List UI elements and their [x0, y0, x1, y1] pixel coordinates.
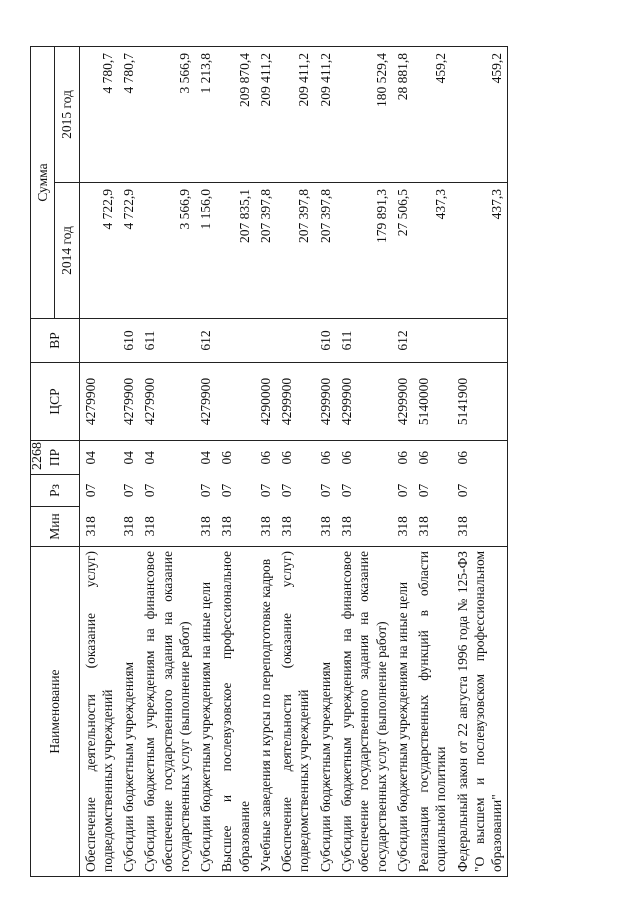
row-rz: 07 [121, 483, 137, 498]
row-sum-2015: 459,2 [413, 46, 452, 182]
table-row [195, 46, 216, 876]
row-sum-2015: 28 881,8 [392, 46, 413, 182]
row-min: 318 [315, 507, 336, 547]
row-min: 318 [452, 507, 508, 547]
row-pr: 06 [452, 441, 508, 475]
table-row [336, 46, 392, 876]
row-sum-2014: 4 722,9 [118, 183, 139, 319]
row-csr: 4279900 [79, 363, 118, 441]
row-rz: 07 [338, 483, 354, 498]
row-vr [216, 319, 255, 363]
row-csr: 4279900 [195, 363, 216, 441]
row-rz: 07 [82, 483, 98, 498]
row-pr: 06 [338, 451, 354, 465]
row-rz: 07 [257, 483, 273, 498]
table-row [315, 46, 336, 876]
header-csr: ЦСР [31, 363, 80, 441]
row-sum-2014: 437,3 [452, 183, 508, 319]
row-rz: 07 [452, 475, 508, 507]
row-sum-2014: 207 397,8 [276, 183, 315, 319]
table-row [452, 46, 508, 876]
row-csr: 4299900 [315, 363, 336, 441]
header-rz: Рз [31, 475, 80, 507]
table-body [79, 46, 508, 876]
row-min: 318 [413, 507, 452, 547]
row-min: 318 [216, 507, 255, 547]
table-row [392, 46, 413, 876]
row-csr: 4299900 [276, 363, 315, 441]
row-vr [276, 319, 315, 363]
page-number: 2268 [30, 442, 45, 470]
table-row [255, 46, 276, 876]
header-sum: Сумма [31, 46, 55, 318]
row-vr [413, 319, 452, 363]
row-csr: 4279900 [118, 363, 139, 441]
row-pr: 06 [416, 451, 432, 465]
row-sum-2015: 4 780,7 [79, 46, 118, 182]
row-vr: 612 [392, 319, 413, 363]
row-csr: 4279900 [139, 363, 195, 441]
row-min: 318 [276, 507, 315, 547]
table-row [276, 46, 315, 876]
row-vr [452, 319, 508, 363]
row-pr: 06 [257, 451, 273, 465]
row-vr: 610 [315, 319, 336, 363]
row-sum-2014: 207 835,1 [216, 183, 255, 319]
table-row [118, 46, 139, 876]
row-sum-2014: 437,3 [413, 183, 452, 319]
row-vr: 611 [139, 319, 195, 363]
row-name: Субсидии бюджетным учреждениям на финансовое обеспечение государственного задания на оказание государственных услуг (выполнение работ) [336, 547, 392, 877]
row-pr: 06 [394, 451, 410, 465]
row-vr [79, 319, 118, 363]
row-min: 318 [195, 507, 216, 547]
row-name: Субсидии бюджетным учреждениям на иные цели [392, 547, 413, 877]
header-2015: 2015 год [55, 46, 79, 182]
row-name: Реализация государственных функций в области социальной политики [413, 547, 452, 877]
row-sum-2015: 4 780,7 [118, 46, 139, 182]
row-sum-2015: 3 566,9 [139, 46, 195, 182]
row-pr: 06 [219, 451, 235, 465]
row-pr: 06 [317, 451, 333, 465]
row-min: 318 [255, 507, 276, 547]
row-pr: 06 [279, 451, 295, 465]
row-vr: 612 [195, 319, 216, 363]
row-csr [216, 363, 255, 441]
header-2014: 2014 год [55, 183, 79, 319]
table-row [139, 46, 195, 876]
header-pr: ПР [31, 441, 80, 475]
row-name: Федеральный закон от 22 августа 1996 года № 125-ФЗ "О высшем и послевузовском профессиональном образовании" [452, 547, 508, 877]
row-sum-2014: 4 722,9 [79, 183, 118, 319]
row-name: Субсидии бюджетным учреждениям [118, 547, 139, 877]
row-sum-2015: 1 213,8 [195, 46, 216, 182]
row-name: Учебные заведения и курсы по переподготовке кадров [255, 547, 276, 877]
row-rz: 07 [416, 483, 432, 498]
row-min: 318 [118, 507, 139, 547]
row-csr: 4290000 [255, 363, 276, 441]
row-name: Субсидии бюджетным учреждениям [315, 547, 336, 877]
row-sum-2015: 180 529,4 [336, 46, 392, 182]
row-min: 318 [336, 507, 392, 547]
table-row [79, 46, 118, 876]
row-sum-2015: 209 411,2 [315, 46, 336, 182]
row-name: Субсидии бюджетным учреждениям на иные цели [195, 547, 216, 877]
row-sum-2015: 209 870,4 [216, 46, 255, 182]
row-vr: 610 [118, 319, 139, 363]
row-rz: 07 [142, 483, 158, 498]
row-sum-2014: 1 156,0 [195, 183, 216, 319]
row-sum-2014: 207 397,8 [255, 183, 276, 319]
row-rz: 07 [394, 483, 410, 498]
rotated-budget-table-container [30, 47, 590, 877]
header-vr: ВР [31, 319, 80, 363]
table-row [216, 46, 255, 876]
row-sum-2014: 3 566,9 [139, 183, 195, 319]
row-pr: 04 [121, 451, 137, 465]
row-vr: 611 [336, 319, 392, 363]
budget-table [30, 46, 508, 877]
row-name: Субсидии бюджетным учреждениям на финансовое обеспечение государственного задания на оказание государственных услуг (выполнение работ) [139, 547, 195, 877]
row-csr: 5141900 [452, 363, 508, 441]
row-sum-2015: 209 411,2 [255, 46, 276, 182]
row-csr: 5140000 [413, 363, 452, 441]
row-name: Высшее и послевузовское профессиональное образование [216, 547, 255, 877]
row-sum-2014: 179 891,3 [336, 183, 392, 319]
row-min: 318 [139, 507, 195, 547]
row-rz: 07 [279, 483, 295, 498]
row-vr [255, 319, 276, 363]
row-rz: 07 [219, 483, 235, 498]
row-name: Обеспечение деятельности (оказание услуг) подведомственных учреждений [79, 547, 118, 877]
table-row [413, 46, 452, 876]
row-name: Обеспечение деятельности (оказание услуг) подведомственных учреждений [276, 547, 315, 877]
row-rz: 07 [198, 483, 214, 498]
row-sum-2014: 207 397,8 [315, 183, 336, 319]
row-sum-2015: 459,2 [452, 46, 508, 182]
header-min: Мин [31, 507, 80, 547]
row-pr: 04 [142, 451, 158, 465]
row-sum-2014: 27 506,5 [392, 183, 413, 319]
table-header [31, 46, 80, 876]
row-min: 318 [79, 507, 118, 547]
row-csr: 4299900 [336, 363, 392, 441]
row-min: 318 [392, 507, 413, 547]
row-rz: 07 [317, 483, 333, 498]
row-sum-2015: 209 411,2 [276, 46, 315, 182]
row-csr: 4299900 [392, 363, 413, 441]
row-pr: 04 [82, 451, 98, 465]
row-pr: 04 [198, 451, 214, 465]
header-name: Наименование [31, 547, 80, 877]
